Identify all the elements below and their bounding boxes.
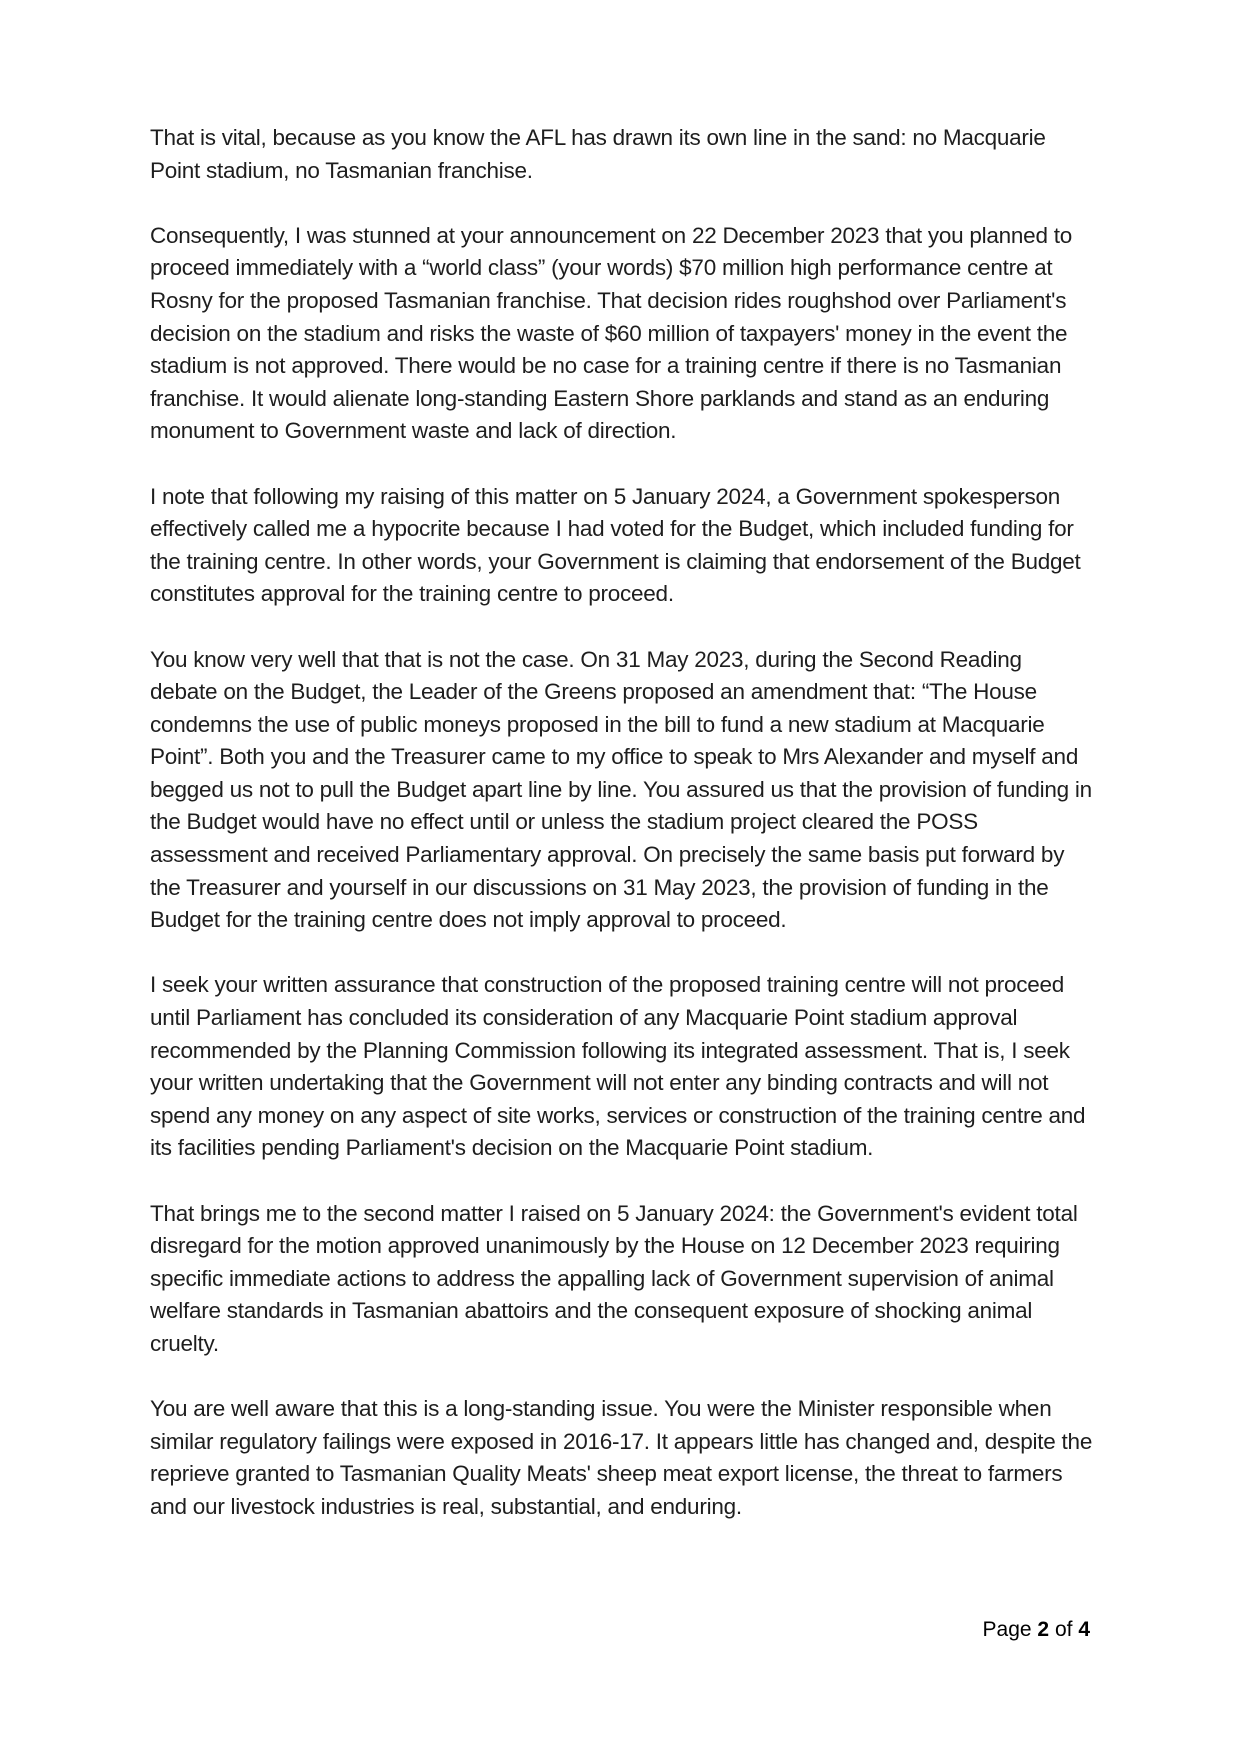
paragraph: Consequently, I was stunned at your announcement on 22 December 2023 that you planned to proceed immediately with a “world class” (your words) $70 million high performance centre at Rosny for the proposed Tasmanian franchise. That decision rides roughshod over Parliament's decision on the stadium and risks the waste of $60 million of taxpayers' money in the event the stadium is not approved. There would be no case for a training centre if there is no Tasmanian franchise. It would alienate long-standing Eastern Shore parklands and stand as an enduring monument to Government waste and lack of direction. xyxy=(150,222,1072,444)
paragraph: That is vital, because as you know the AFL has drawn its own line in the sand: no Macquarie Point stadium, no Tasmanian franchise. xyxy=(150,125,1046,183)
page-word: Page xyxy=(982,1618,1032,1641)
paragraph: I seek your written assurance that construction of the proposed training centre will not proceed until Parliament has concluded its consideration of any Macquarie Point stadium approval recommended by the Planning Commission following its integrated assessment. That is, I seek your written undertaking that the Government will not enter any binding contracts and will not spend any money on any aspect of site works, services or construction of the training centre and its facilities pending Parliament's decision on the Macquarie Point stadium. xyxy=(150,972,1086,1161)
current-page-number: 2 xyxy=(1037,1618,1050,1641)
paragraph: I note that following my raising of this matter on 5 January 2024, a Government spokesperson effectively called me a hypocrite because I had voted for the Budget, which included funding for the training centre. In other words, your Government is claiming that endorsement of the Budget constitutes approval for the training centre to proceed. xyxy=(150,483,1081,607)
total-page-count: 4 xyxy=(1078,1618,1090,1641)
letter-body xyxy=(150,122,1095,1556)
of-word: of xyxy=(1054,1618,1073,1641)
paragraph: You know very well that that is not the case. On 31 May 2023, during the Second Reading debate on the Budget, the Leader of the Greens proposed an amendment that: “The House condemns the use of public moneys proposed in the bill to fund a new stadium at Macquarie Point”. Both you and the Treasurer came to my office to speak to Mrs Alexander and myself and begged us not to pull the Budget apart line by line. You assured us that the provision of funding in the Budget would have no effect until or unless the stadium project cleared the POSS assessment and received Parliamentary approval. On precisely the same basis put forward by the Treasurer and yourself in our discussions on 31 May 2023, the provision of funding in the Budget for the training centre does not imply approval to proceed. xyxy=(150,646,1092,933)
paragraph: You are well aware that this is a long-standing issue. You were the Minister responsible when similar regulatory failings were exposed in 2016-17. It appears little has changed and, despite the reprieve granted to Tasmanian Quality Meats' sheep meat export license, the threat to farmers and our livestock industries is real, substantial, and enduring. xyxy=(150,1396,1093,1519)
page-number xyxy=(983,1616,1090,1644)
paragraph: That brings me to the second matter I raised on 5 January 2024: the Government's evident total disregard for the motion approved unanimously by the House on 12 December 2023 requiring specific immediate actions to address the appalling lack of Government supervision of animal welfare standards in Tasmanian abattoirs and the consequent exposure of shocking animal cruelty. xyxy=(150,1200,1078,1356)
